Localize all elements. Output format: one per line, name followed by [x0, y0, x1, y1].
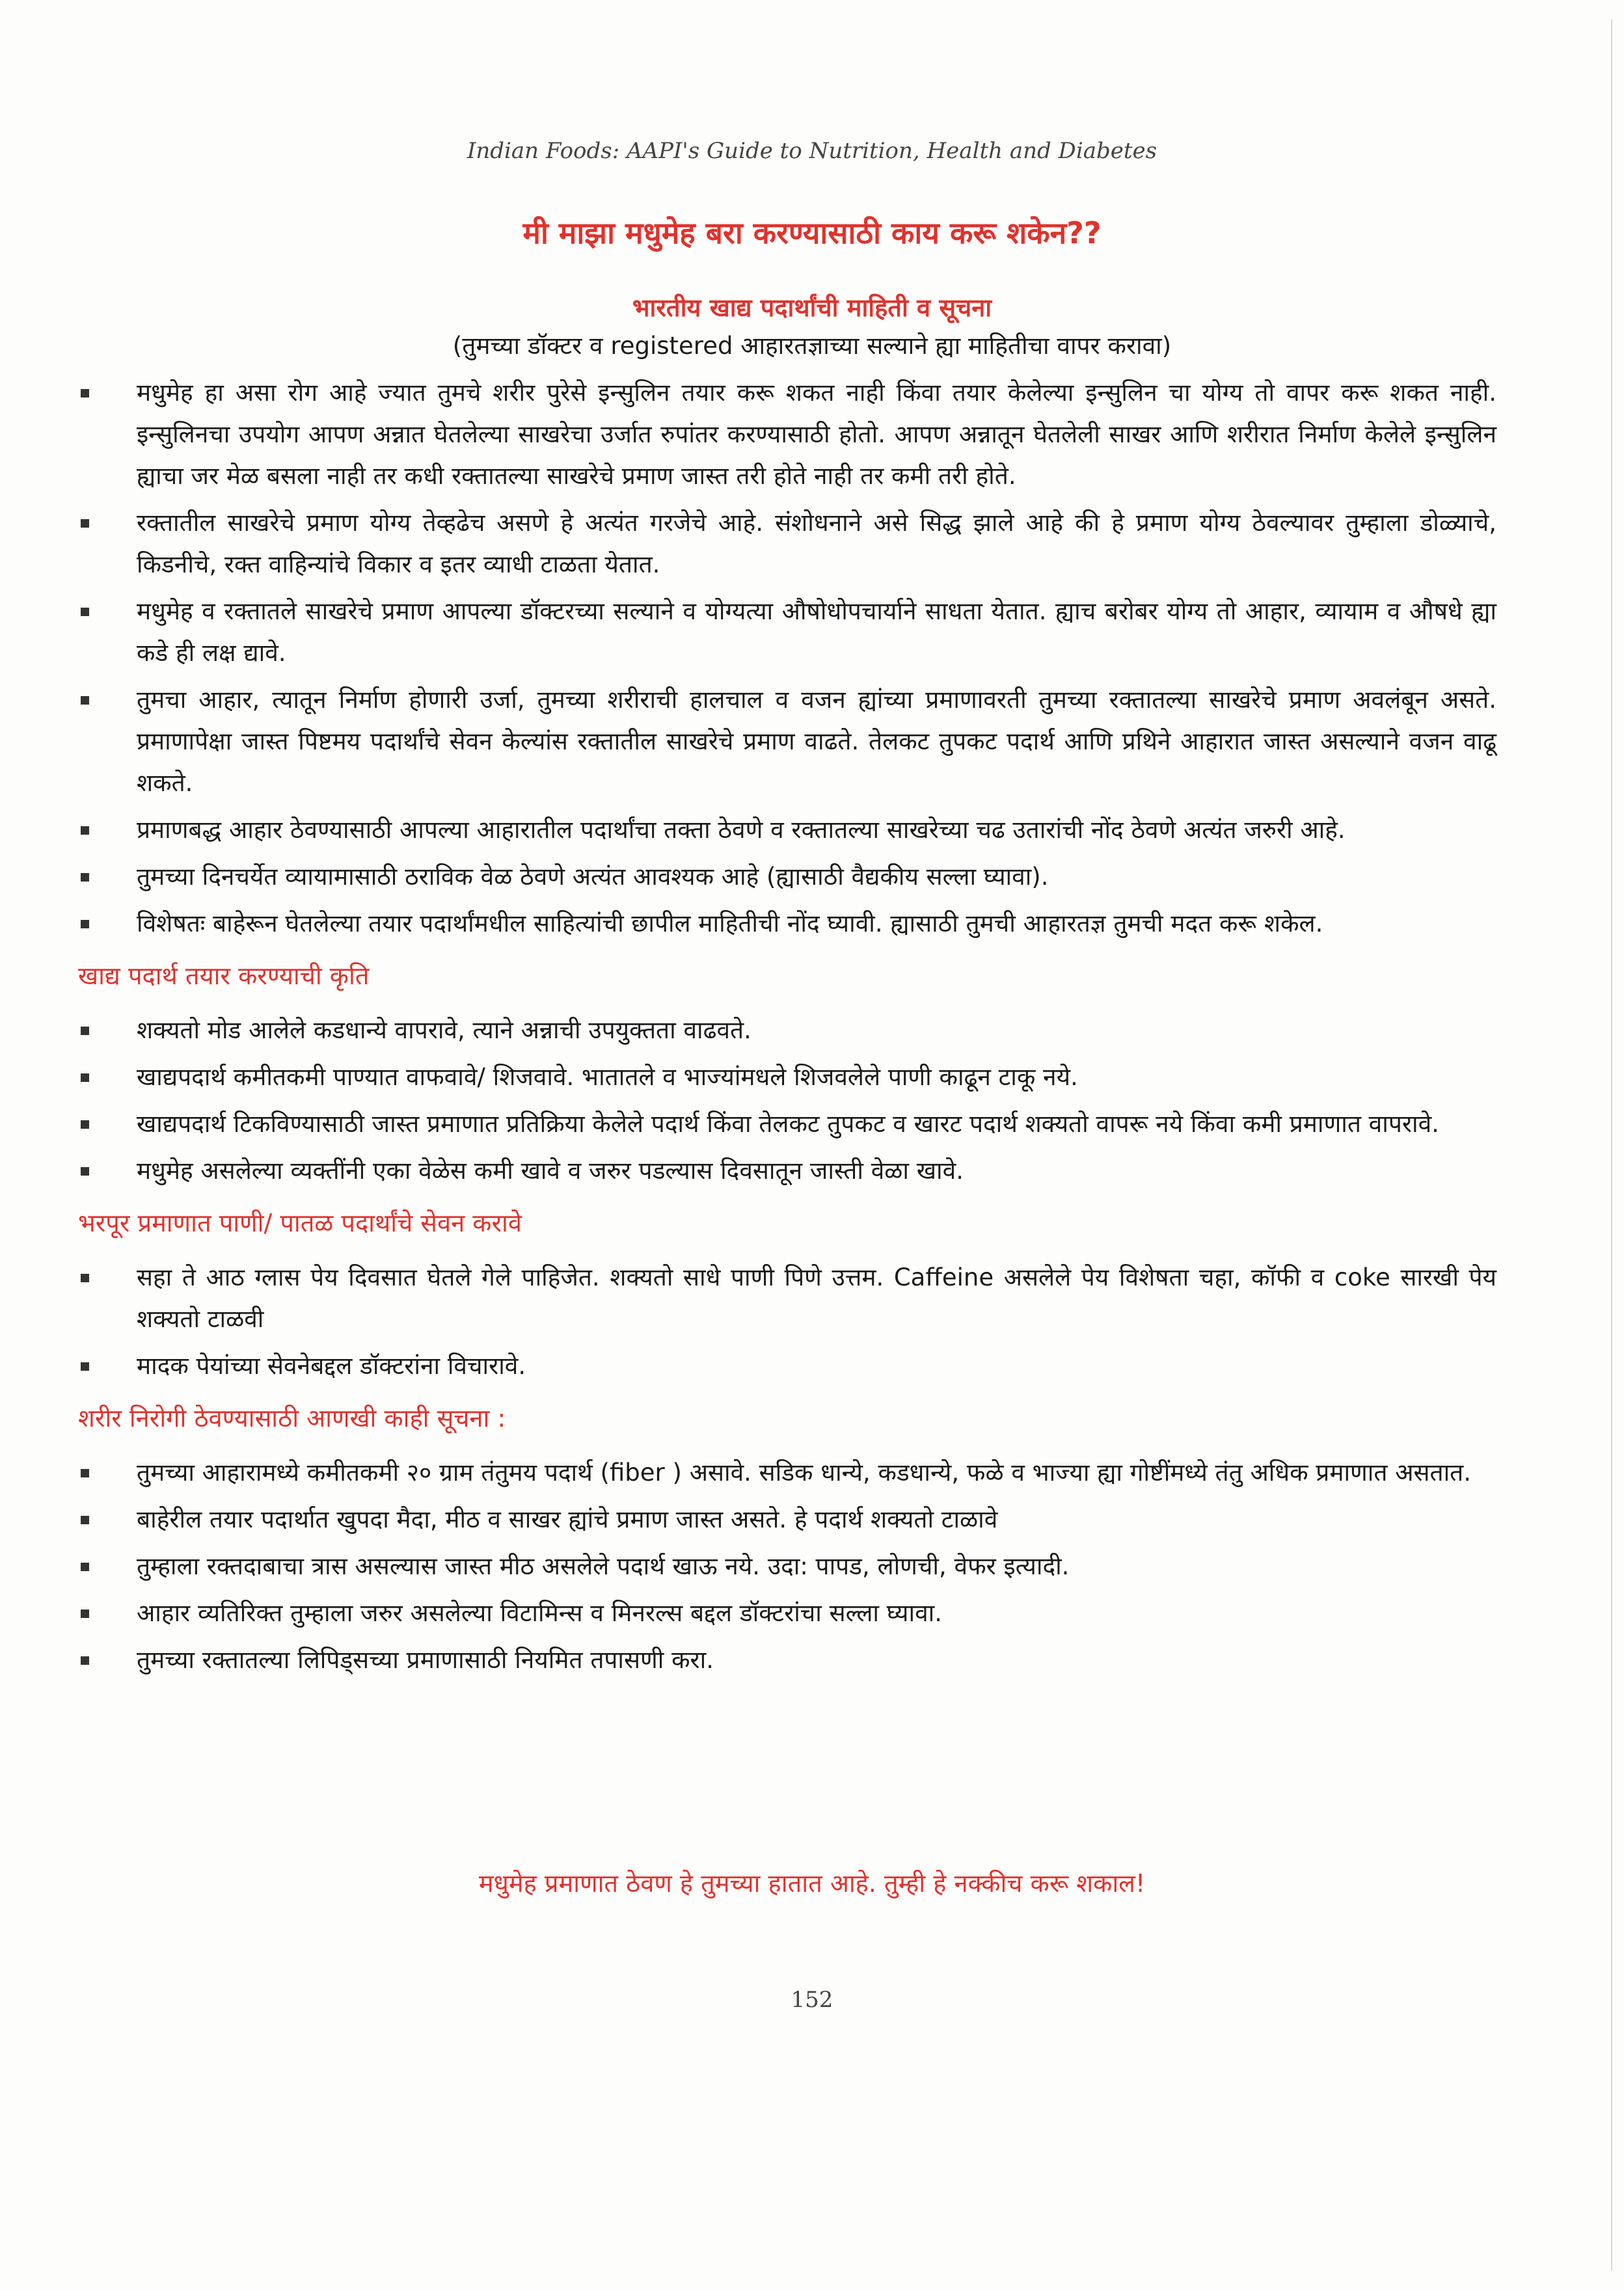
list-item [78, 856, 1496, 898]
list-item-text: तुमचा आहार, त्यातून निर्माण होणारी उर्जा, तुमच्या शरीराची हालचाल व वजन ह्यांच्या प्रमाणावरती तुमच्या रक्तातल्या साखरेचे प्रमाण अवलंबून असते. प्रमाणापेक्षा जास्त पिष्टमय पदार्थांचे सेवन केल्यांस रक्तातील साखरेचे प्रमाण वाढते. तेलकट तुपकट पदार्थ आणि प्रथिने आहारात जास्त असल्याने वजन वाढू शकते. [137, 686, 1496, 797]
list-item [78, 1452, 1496, 1494]
list-item-text: प्रमाणबद्ध आहार ठेवण्यासाठी आपल्या आहारातील पदार्थांचा तक्ता ठेवणे व रक्तातल्या साखरेच्या चढ उतारांची नोंद ठेवणे अत्यंत जरुरी आहे. [137, 816, 1346, 844]
list-item-text: मादक पेयांच्या सेवनेबद्दल डॉक्टरांना विचारावे. [137, 1352, 526, 1380]
section-heading-food-prep: खाद्य पदार्थ तयार करण्याची कृति [78, 962, 370, 990]
list-item-text: आहार व्यतिरिक्त तुम्हाला जरुर असलेल्या विटामिन्स व मिनरल्स बद्दल डॉक्टरांचा सल्ला घ्यावा. [137, 1599, 942, 1627]
closing-statement: मधुमेह प्रमाणात ठेवण हे तुमच्या हातात आहे. तुम्ही हे नक्कीच करू शकाल! [478, 1869, 1146, 1898]
list-item [78, 679, 1496, 804]
list-item-text: तुम्हाला रक्तदाबाचा त्रास असल्यास जास्त मीठ असलेले पदार्थ खाऊ नये. उदा: पापड, लोणची, वेफर इत्यादी. [137, 1552, 1070, 1580]
list-item [78, 1593, 1496, 1634]
bullet-icon [81, 1610, 89, 1618]
list-item-text: तुमच्या आहारामध्ये कमीतकमी २० ग्राम तंतुमय पदार्थ (fiber ) असावे. सडिक धान्ये, कडधान्ये, फळे व भाज्या ह्या गोष्टींमध्ये तंतु अधिक प्रमाणात असतात. [137, 1459, 1472, 1487]
bullet-icon [81, 1516, 89, 1524]
list-item-text: तुमच्या दिनचर्येत व्यायामासाठी ठराविक वेळ ठेवणे अत्यंत आवश्यक आहे (ह्यासाठी वैद्यकीय सल्ला घ्यावा). [137, 863, 1049, 891]
bullet-icon [81, 1563, 89, 1571]
bullet-icon [81, 826, 89, 835]
section-heading-health: शरीर निरोगी ठेवण्यासाठी आणखी काही सूचना : [78, 1404, 506, 1433]
bullet-icon [81, 389, 89, 397]
health-list [78, 1452, 1496, 1681]
main-content [78, 372, 1496, 1686]
intro-list [78, 372, 1496, 945]
bullet-icon [81, 873, 89, 882]
list-item-text: सहा ते आठ ग्लास पेय दिवसात घेतले गेले पाहिजेत. शक्यतो साधे पाणी पिणे उत्तम. Caffeine असलेले पेय विशेषता चहा, कॉफी व coke सारखी पेय शक्यतो टाळवी [137, 1263, 1496, 1333]
list-item [78, 903, 1496, 945]
list-item-text: खाद्यपदार्थ कमीतकमी पाण्यात वाफवावे/ शिजवावे. भातातले व भाज्यांमधले शिजवलेले पाणी काढून टाकू नये. [137, 1063, 1078, 1091]
list-item [78, 1057, 1496, 1098]
page-number: 152 [791, 1987, 833, 2013]
list-item-text: बाहेरील तयार पदार्थात खुपदा मैदा, मीठ व साखर ह्यांचे प्रमाण जास्त असते. हे पदार्थ शक्यतो टाळावे [137, 1505, 998, 1533]
list-item [78, 1103, 1496, 1145]
bullet-icon [81, 608, 89, 616]
bullet-icon [81, 1362, 89, 1371]
list-item-text: रक्तातील साखरेचे प्रमाण योग्य तेव्हढेच असणे हे अत्यंत गरजेचे आहे. संशोधनाने असे सिद्ध झाले आहे की हे प्रमाण योग्य ठेवल्यावर तुम्हाला डोळ्याचे, किडनीचे, रक्त वाहिन्यांचे विकार व इतर व्याधी टाळता येतात. [137, 509, 1496, 578]
list-item-text: शक्यतो मोड आलेले कडधान्ये वापरावे, त्याने अन्नाची उपयुक्तता वाढवते. [137, 1016, 751, 1044]
bullet-icon [81, 920, 89, 928]
bullet-icon [81, 1027, 89, 1035]
list-item [78, 1010, 1496, 1051]
list-item [78, 1546, 1496, 1587]
list-item [78, 1499, 1496, 1541]
bullet-icon [81, 1120, 89, 1129]
list-item-text: विशेषतः बाहेरून घेतलेल्या तयार पदार्थांमधील साहित्यांची छापील माहितीची नोंद घ्यावी. ह्यासाठी तुमची आहारतज्ञ तुमची मदत करू शकेल. [137, 909, 1323, 937]
list-item [78, 809, 1496, 851]
bullet-icon [81, 519, 89, 528]
list-item-text: खाद्यपदार्थ टिकविण्यासाठी जास्त प्रमाणात प्रतिक्रिया केलेले पदार्थ किंवा तेलकट तुपकट व खारट पदार्थ शक्यतो वापरू नये किंवा कमी प्रमाणात वापरावे. [137, 1110, 1439, 1138]
section-heading-water: भरपूर प्रमाणात पाणी/ पातळ पदार्थांचे सेवन करावे [78, 1209, 522, 1237]
list-item-text: तुमच्या रक्तातल्या लिपिड्सच्या प्रमाणासाठी नियमित तपासणी करा. [137, 1646, 714, 1674]
page-subtitle: भारतीय खाद्य पदार्थांची माहिती व सूचना [632, 293, 992, 322]
list-item [78, 591, 1496, 674]
list-item [78, 1150, 1496, 1192]
list-item [78, 1345, 1496, 1387]
list-item-text: मधुमेह असलेल्या व्यक्तींनी एका वेळेस कमी खावे व जरुर पडल्यास दिवसातून जास्ती वेळा खावे. [137, 1157, 964, 1185]
list-item-text: मधुमेह व रक्तातले साखरेचे प्रमाण आपल्या डॉक्टरच्या सल्याने व योग्यत्या औषोधोपचार्याने साधता येतात. ह्याच बरोबर योग्य तो आहार, व्यायाम व औषधे ह्या कडे ही लक्ष द्यावे. [137, 597, 1496, 667]
bullet-icon [81, 1073, 89, 1082]
bullet-icon [81, 696, 89, 705]
page-title: मी माझा मधुमेह बरा करण्यासाठी काय करू शकेन?? [522, 215, 1102, 250]
running-header: Indian Foods: AAPI's Guide to Nutrition, Health and Diabetes [467, 138, 1157, 164]
advisory-note: (तुमच्या डॉक्टर व registered आहारतज्ञाच्या सल्याने ह्या माहितीचा वापर करावा) [452, 332, 1172, 360]
bullet-icon [81, 1469, 89, 1477]
list-item-text: मधुमेह हा असा रोग आहे ज्यात तुमचे शरीर पुरेसे इन्सुलिन तयार करू शकत नाही किंवा तयार केलेल्या इन्सुलिन चा योग्य तो वापर करू शकत नाही. इन्सुलिनचा उपयोग आपण अन्नात घेतलेल्या साखरेचा उर्जात रुपांतर करण्यासाठी होतो. आपण अन्नातून घेतलेली साखर आणि शरीरात निर्माण केलेले इन्सुलिन ह्याचा जर मेळ बसला नाही तर कधी रक्तातल्या साखरेचे प्रमाण जास्त तरी होते नाही तर कमी तरी होते. [137, 379, 1496, 490]
list-item [78, 1639, 1496, 1681]
bullet-icon [81, 1167, 89, 1176]
water-list [78, 1257, 1496, 1387]
food-prep-list [78, 1010, 1496, 1192]
list-item [78, 372, 1496, 497]
bullet-icon [81, 1274, 89, 1282]
list-item [78, 1257, 1496, 1340]
bullet-icon [81, 1656, 89, 1665]
list-item [78, 502, 1496, 586]
